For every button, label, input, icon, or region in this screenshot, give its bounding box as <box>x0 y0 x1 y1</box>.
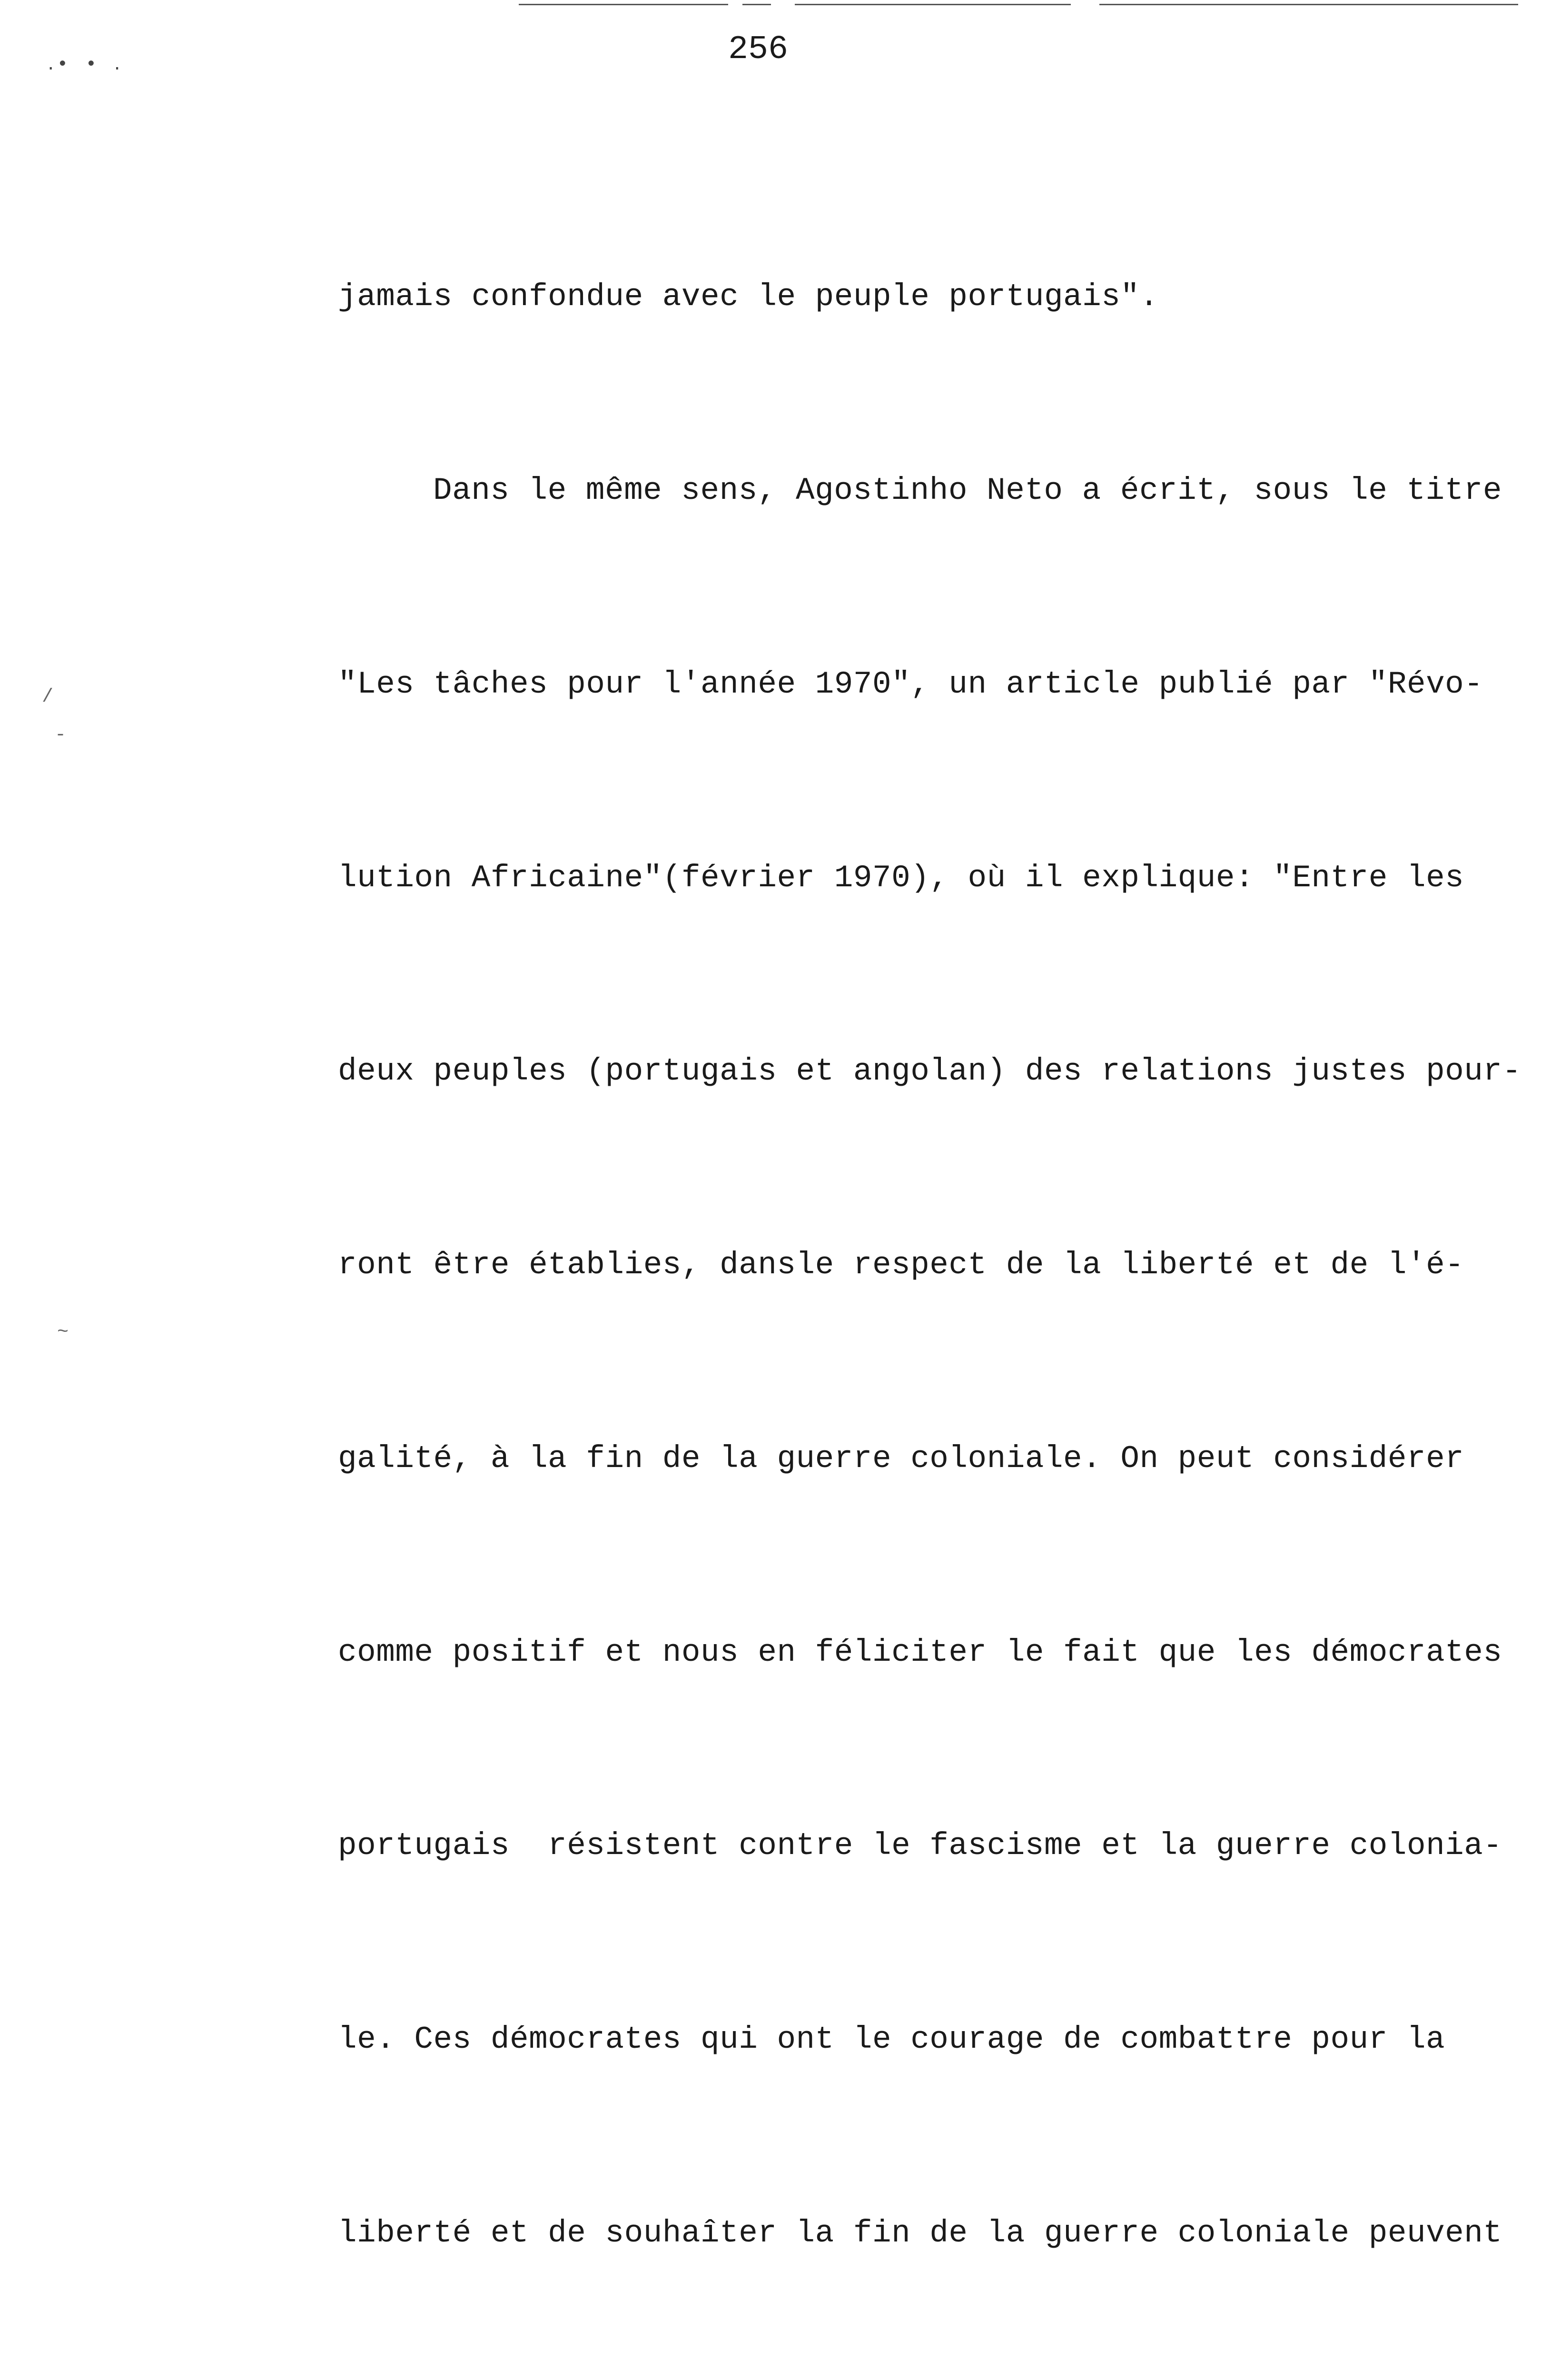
text-line <box>338 458 1547 523</box>
text-line <box>338 1039 1547 1104</box>
top-rule-left <box>519 4 728 5</box>
text-line <box>338 2201 1547 2266</box>
line-text: lution Africaine"(février 1970), où il explique: "Entre les <box>338 860 1464 896</box>
text-line <box>338 265 1547 329</box>
top-rule-center <box>795 4 1071 5</box>
line-text: "Les tâches pour l'année 1970", un article publié par "Révo- <box>338 666 1483 702</box>
margin-mark-tilde: ~ <box>57 1322 69 1343</box>
margin-mark-slash: / <box>42 686 54 708</box>
line-text: jamais confondue avec le peuple portugais". <box>338 279 1159 315</box>
page-number: 256 <box>728 31 789 69</box>
line-text: galité, à la fin de la guerre coloniale. On peut considérer <box>338 1440 1464 1477</box>
margin-specks: ․• • ․ <box>48 54 123 76</box>
line-text: deux peuples (portugais et angolan) des relations justes pour- <box>338 1053 1521 1090</box>
line-text: comme positif et nous en féliciter le fait que les démocrates <box>338 1634 1502 1670</box>
text-line <box>338 1233 1547 1298</box>
text-line <box>338 846 1547 911</box>
top-rule-middle <box>742 4 771 5</box>
line-text: le. Ces démocrates qui ont le courage de combattre pour la <box>338 2022 1445 2058</box>
line-text: ront être établies, dansle respect de la liberté et de l'é- <box>338 1247 1464 1283</box>
text-line <box>338 1620 1547 1685</box>
text-line <box>338 2007 1547 2072</box>
line-text: liberté et de souhaîter la fin de la guerre coloniale peuvent <box>338 2215 1502 2251</box>
top-rule-right <box>1099 4 1518 5</box>
body-text <box>338 136 1547 2380</box>
margin-mark-dash: - <box>55 724 67 746</box>
text-line <box>338 1814 1547 1878</box>
text-line <box>338 1427 1547 1491</box>
line-text: portugais résistent contre le fascisme et la guerre colonia- <box>338 1828 1502 1864</box>
line-text: Dans le même sens, Agostinho Neto a écrit, sous le titre <box>433 472 1502 508</box>
text-line <box>338 652 1547 717</box>
